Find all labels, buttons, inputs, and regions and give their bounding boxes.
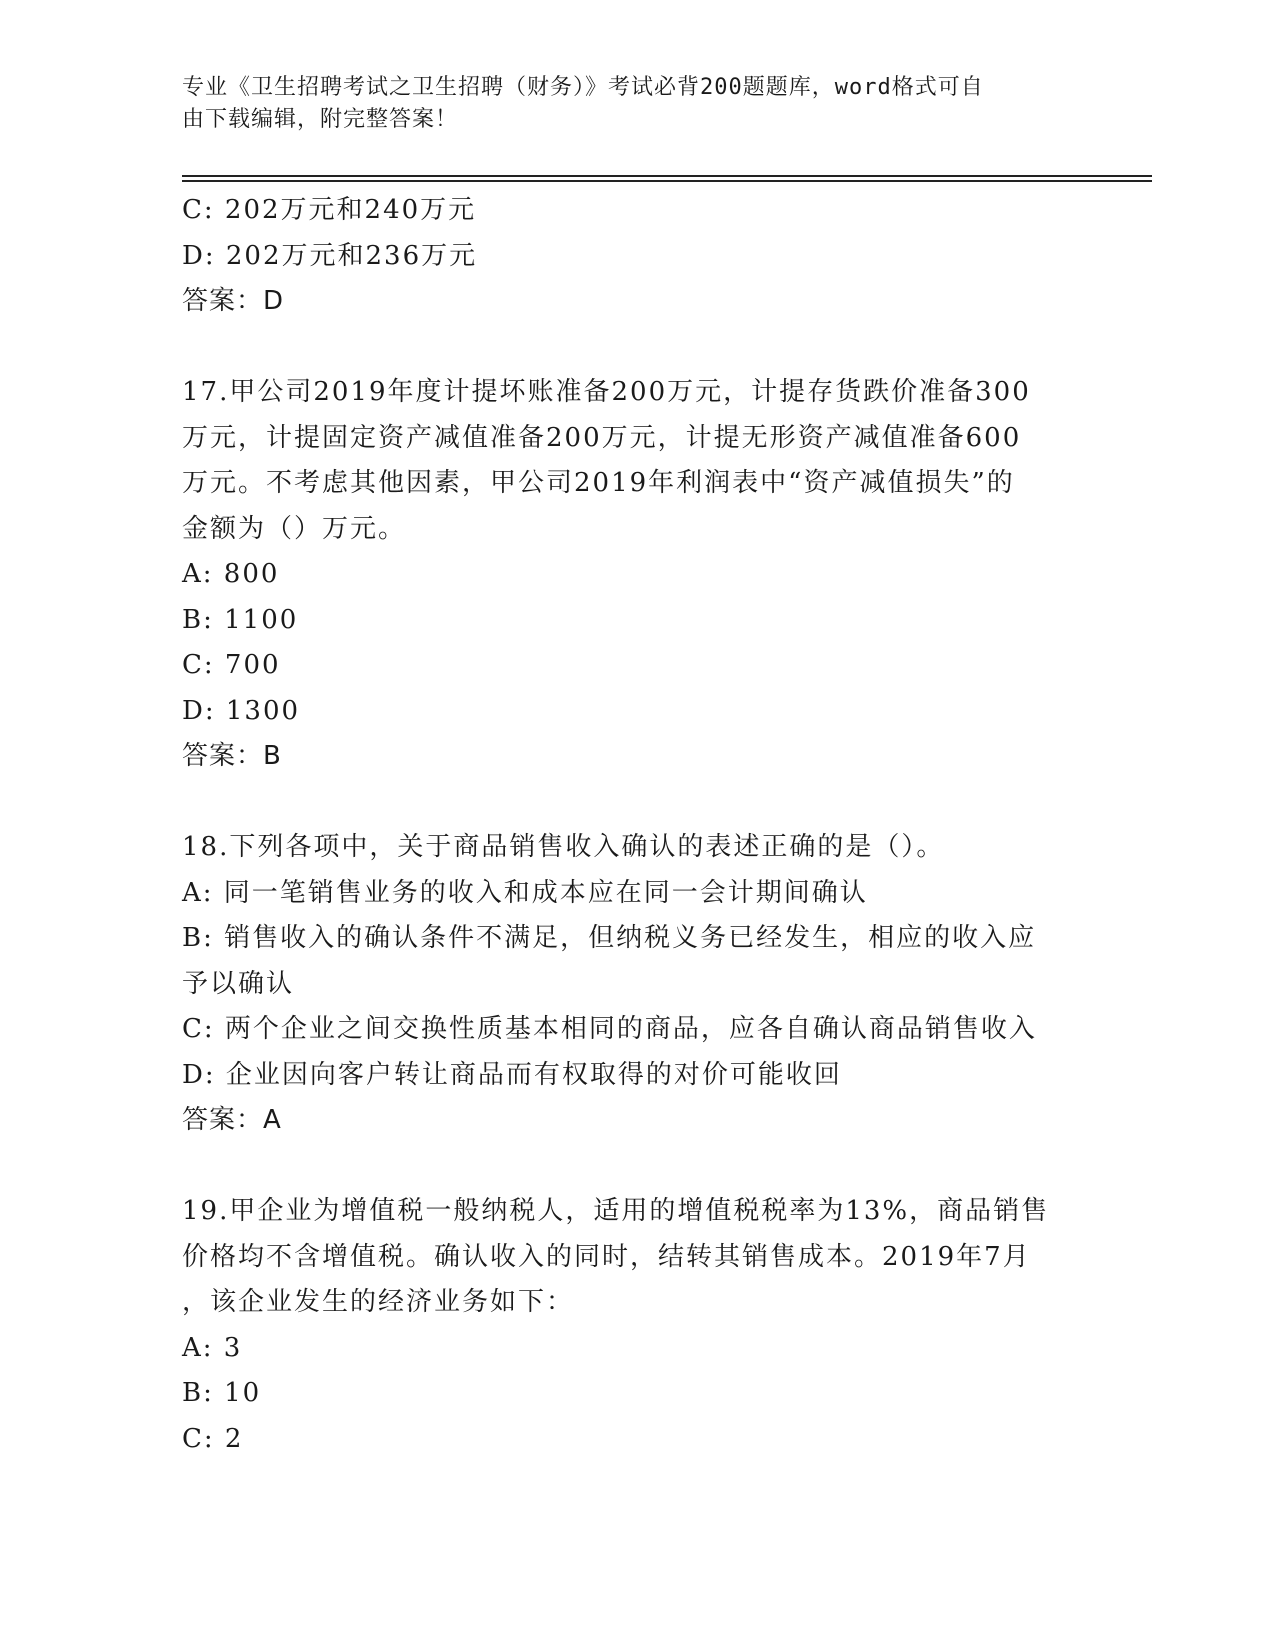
q17-stem-line-2: 万元，计提固定资产减值准备200万元，计提无形资产减值准备600 <box>182 422 1022 453</box>
q17-answer: 答案：B <box>182 741 282 771</box>
q17-stem-line-4: 金额为（）万元。 <box>182 513 407 544</box>
question-19-block <box>182 1189 1082 1462</box>
q18-option-b-line-1: B: 销售收入的确认条件不满足，但纳税义务已经发生，相应的收入应 <box>182 923 1037 953</box>
q18-option-c: C: 两个企业之间交换性质基本相同的商品，应各自确认商品销售收入 <box>182 1014 1037 1044</box>
q18-option-b-line-2: 予以确认 <box>182 968 295 999</box>
spacer <box>182 325 1082 371</box>
spacer <box>182 780 1082 826</box>
question-17-block <box>182 370 1082 780</box>
q19-option-c: C: 2 <box>182 1423 244 1454</box>
q18-answer: 答案：A <box>182 1105 282 1135</box>
q16-answer: 答案：D <box>182 286 285 316</box>
q16-option-c: C: 202万元和240万元 <box>182 195 477 225</box>
document-body <box>182 188 1082 1462</box>
q17-stem-line-3: 万元。不考虑其他因素，甲公司2019年利润表中“资产减值损失”的 <box>182 468 1015 498</box>
q17-option-d: D: 1300 <box>182 695 301 726</box>
header-divider-bottom <box>182 180 1152 182</box>
header-divider-top <box>182 175 1152 177</box>
q19-option-a: A: 3 <box>182 1332 243 1363</box>
q19-stem-line-2: 价格均不含增值税。确认收入的同时，结转其销售成本。2019年7月 <box>182 1241 1031 1272</box>
header-line-1: 专业《卫生招聘考试之卫生招聘（财务）》考试必背200题题库，word格式可自 <box>182 75 984 100</box>
q17-option-c: C: 700 <box>182 650 281 680</box>
header-line-2: 由下载编辑，附完整答案！ <box>182 107 459 132</box>
q18-stem-line-1: 18.下列各项中，关于商品销售收入确认的表述正确的是（）。 <box>182 832 945 862</box>
document-header <box>182 72 1042 136</box>
q19-stem-line-3: ，该企业发生的经济业务如下： <box>182 1287 575 1317</box>
q17-option-b: B: 1100 <box>182 604 299 635</box>
q16-option-d: D: 202万元和236万元 <box>182 240 478 271</box>
q17-option-a: A: 800 <box>182 559 280 589</box>
q18-option-d: D: 企业因向客户转让商品而有权取得的对价可能收回 <box>182 1059 842 1090</box>
spacer <box>182 1144 1082 1190</box>
question-16-block <box>182 188 1082 325</box>
q18-option-a: A: 同一笔销售业务的收入和成本应在同一会计期间确认 <box>182 877 868 908</box>
question-18-block <box>182 825 1082 1144</box>
q19-option-b: B: 10 <box>182 1378 262 1408</box>
q19-stem-line-1: 19.甲企业为增值税一般纳税人，适用的增值税税率为13%，商品销售 <box>182 1196 1050 1226</box>
q17-stem-line-1: 17.甲公司2019年度计提坏账准备200万元，计提存货跌价准备300 <box>182 377 1031 407</box>
